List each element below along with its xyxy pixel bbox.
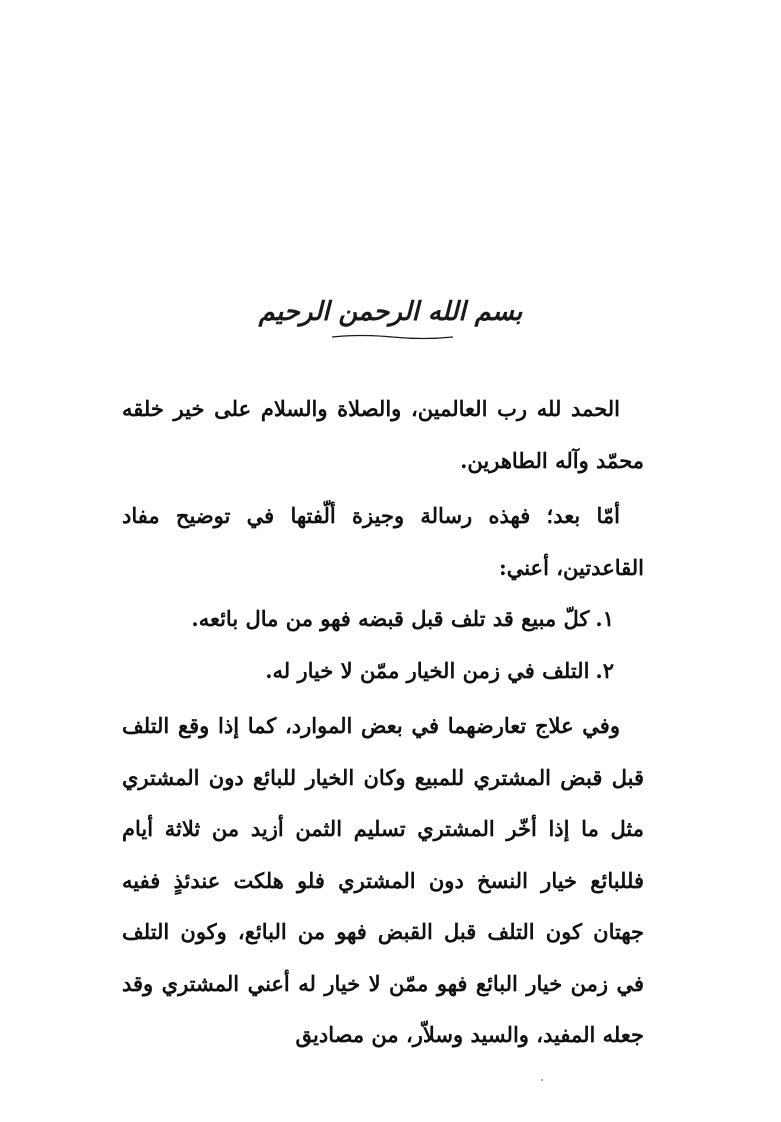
list-text: كلّ مبيع قد تلف قبل قبضه فهو من مال بائعه.	[191, 606, 590, 631]
page-dot	[540, 1078, 544, 1082]
body-text	[122, 383, 644, 1061]
basmala-calligraphy: بسم الله الرحمن الرحيم	[258, 297, 523, 327]
paragraph-opening: الحمد لله رب العالمين، والصلاة والسلام على خير خلقه محمّد وآله الطاهرين.	[122, 396, 644, 473]
paragraph-intro: أمّا بعد؛ فهذه رسالة وجيزة ألّفتها في توضيح مفاد القاعدتين، أعني:	[122, 503, 644, 580]
paragraph-discussion: وفي علاج تعارضهما في بعض الموارد، كما إذا وقع التلف قبل قبض المشتري للمبيع وكان الخيار للبائع دون المشتري مثل ما إذا أخّر المشتري تسليم الثمن أزيد من ثلاثة أيام فللبائع خيار النسخ دون المشتري فلو هلكت عندئذٍ ففيه جهتان كون التلف قبل القبض فهو من البائع، وكون التلف في زمن خيار البائع فهو ممّن لا خيار له أعني المشتري وقد جعله المفيد، والسيد وسلاّر، من مصاديق	[122, 713, 644, 1047]
list-number: ١.	[595, 606, 614, 631]
list-item	[122, 593, 644, 645]
list-text: التلف في زمن الخيار ممّن لا خيار له.	[265, 657, 590, 683]
calligraphy-flourish	[330, 334, 455, 340]
list-item	[122, 645, 644, 697]
list-number: ٢.	[595, 657, 614, 683]
